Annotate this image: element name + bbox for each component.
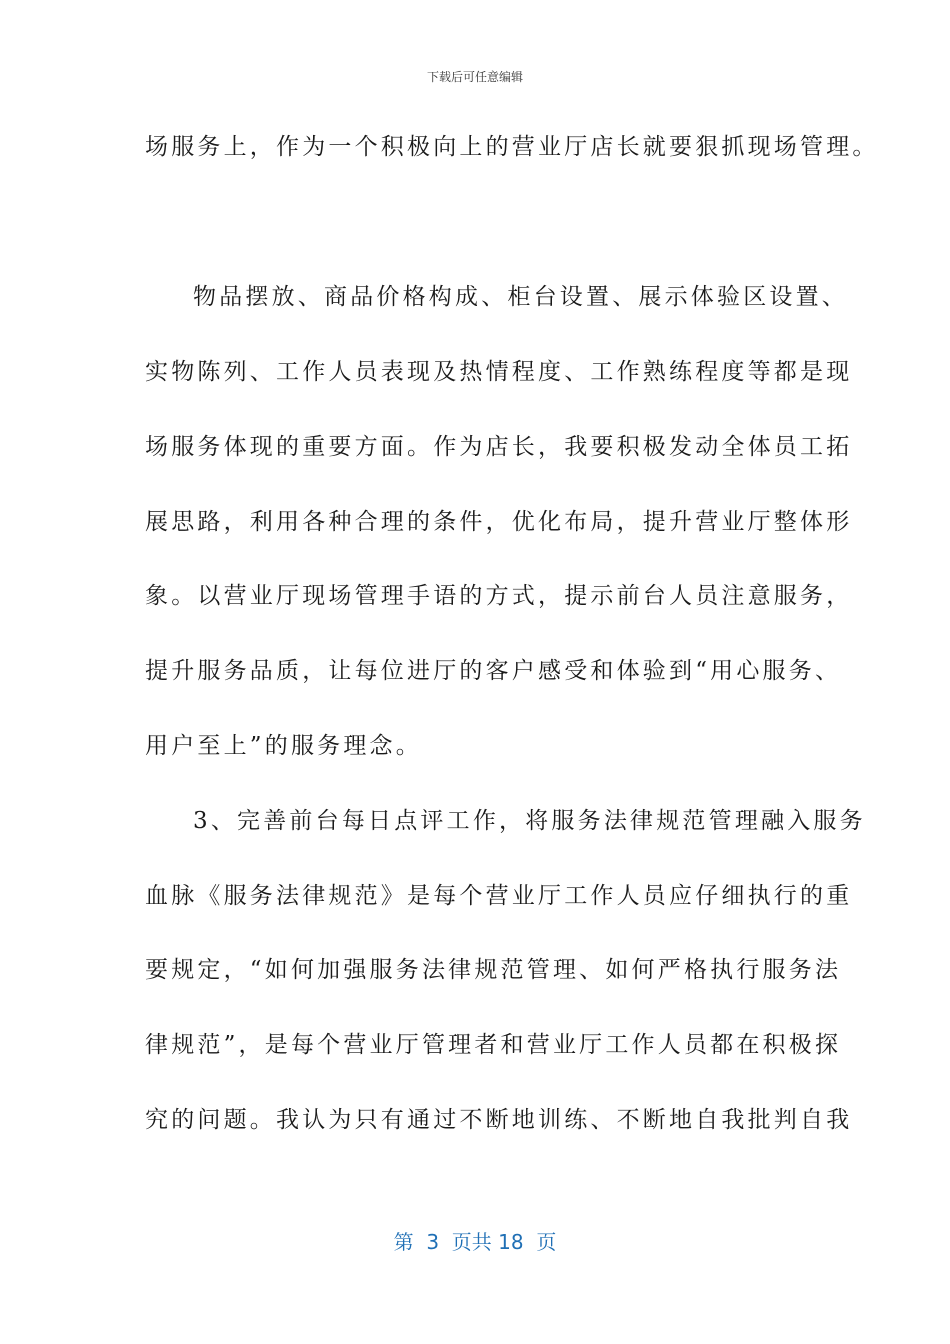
body-line: 场服务体现的重要方面。作为店长，我要积极发动全体员工拓 [145, 434, 853, 460]
body-line: 提升服务品质，让每位进厅的客户感受和体验到“用心服务、 [145, 658, 842, 684]
body-line: 律规范”，是每个营业厅管理者和营业厅工作人员都在积极探 [145, 1032, 842, 1058]
body-line: 究的问题。我认为只有通过不断地训练、不断地自我批判自我 [145, 1107, 853, 1133]
page-number: 第 3 页共 18 页 [393, 1230, 557, 1254]
body-line: 用户至上”的服务理念。 [145, 733, 422, 759]
body-line: 血脉《服务法律规范》是每个营业厅工作人员应仔细执行的重 [145, 883, 853, 909]
body-line: 展思路，利用各种合理的条件，优化布局，提升营业厅整体形 [145, 509, 853, 535]
body-line: 物品摆放、商品价格构成、柜台设置、展示体验区设置、 [193, 284, 848, 310]
body-line: 要规定，“如何加强服务法律规范管理、如何严格执行服务法 [145, 957, 842, 983]
body-line: 3、完善前台每日点评工作，将服务法律规范管理融入服务 [193, 808, 866, 834]
body-line: 实物陈列、工作人员表现及热情程度、工作熟练程度等都是现 [145, 359, 853, 385]
body-line: 象。以营业厅现场管理手语的方式，提示前台人员注意服务， [145, 583, 853, 609]
body-line: 场服务上，作为一个积极向上的营业厅店长就要狠抓现场管理。 [145, 134, 879, 160]
header-note: 下载后可任意编辑 [426, 70, 523, 84]
